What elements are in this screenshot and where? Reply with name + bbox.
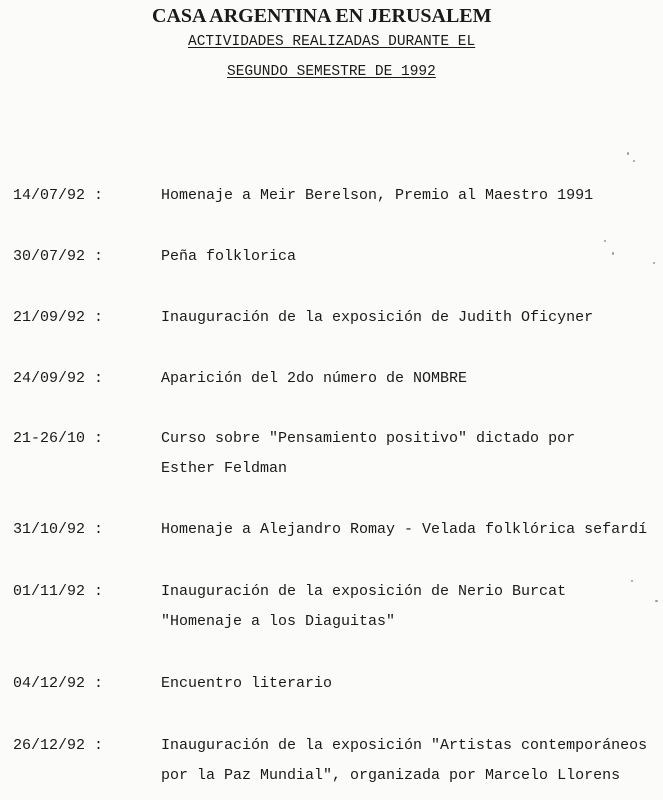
activity-description [161,731,647,791]
activity-description-line: Aparición del 2do número de NOMBRE [161,370,468,387]
document-subtitle-line-2: SEGUNDO SEMESTRE DE 1992 [227,64,436,80]
activity-description [161,303,593,333]
scan-speck [633,160,635,162]
document-title: CASA ARGENTINA EN JERUSALEM [152,5,492,27]
scan-speck [612,252,614,255]
activity-description [161,515,647,545]
scan-speck [655,600,658,602]
activity-description-line: por la Paz Mundial", organizada por Marcelo Llorens [161,767,621,784]
activity-date: 21/09/92 : [13,309,104,326]
activity-date: 14/07/92 : [13,187,104,204]
activity-description [161,181,593,211]
activity-description-line: Esther Feldman [161,460,288,477]
scan-speck [604,240,606,242]
activity-date: 21-26/10 : [13,430,104,447]
activity-date: 31/10/92 : [13,521,104,538]
activity-description-line: Homenaje a Meir Berelson, Premio al Maestro 1991 [161,187,594,204]
activity-description [161,424,575,484]
activity-date: 30/07/92 : [13,248,104,265]
activity-date: 24/09/92 : [13,370,104,387]
activity-description-line: Inauguración de la exposición de Judith Oficyner [161,309,594,326]
activity-description-line: "Homenaje a los Diaguitas" [161,613,396,630]
scan-speck [627,152,629,155]
activity-date: 26/12/92 : [13,737,104,754]
activity-description-line: Curso sobre "Pensamiento positivo" dictado por [161,430,576,447]
activity-description-line: Peña folklorica [161,248,297,265]
activity-description-line: Encuentro literario [161,675,333,692]
activity-description [161,364,467,394]
scan-speck [653,262,655,264]
activity-description [161,577,566,637]
document-subtitle-line-1: ACTIVIDADES REALIZADAS DURANTE EL [188,34,476,50]
activity-description [161,242,296,272]
activity-description [161,669,332,699]
activity-description-line: Inauguración de la exposición "Artistas contemporáneos [161,737,648,754]
activity-description-line: Homenaje a Alejandro Romay - Velada folklórica sefardí [161,521,648,538]
scan-speck [631,580,633,582]
activity-date: 01/11/92 : [13,583,104,600]
activity-date: 04/12/92 : [13,675,104,692]
activity-description-line: Inauguración de la exposición de Nerio Burcat [161,583,567,600]
